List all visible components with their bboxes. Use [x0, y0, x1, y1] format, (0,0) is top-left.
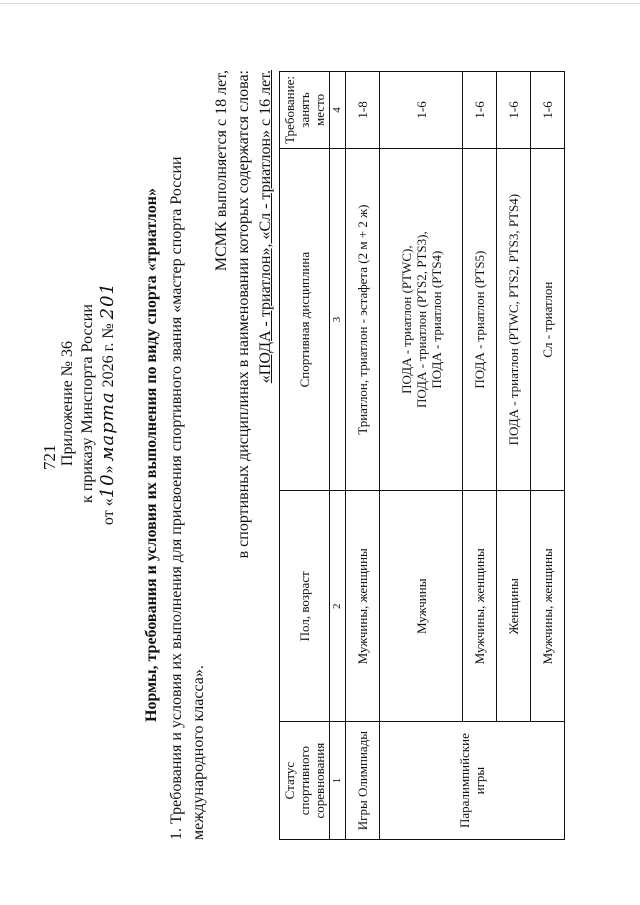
discipline-cell: ПОДА - триатлон (PTS5) [463, 148, 497, 490]
status-cell: Паралимпийские игры [380, 722, 565, 840]
place-cell: 1-6 [531, 72, 565, 149]
sex-age-cell: Мужчины [380, 491, 463, 722]
order-number: 201 [97, 282, 118, 320]
appendix-number: Приложение № 36 [59, 340, 76, 467]
column-number: 1 [330, 722, 346, 840]
appendix-header [58, 282, 119, 525]
place-cell: 1-6 [463, 72, 497, 149]
header-status: Статус спортивного соревнования [280, 722, 330, 840]
column-number: 3 [330, 148, 346, 490]
discipline-cell: Триатлон, триатлон - эстафета (2 м + 2 ж) [346, 148, 380, 490]
discipline-cell: Сл - триатлон [531, 148, 565, 490]
column-number-row [330, 72, 346, 840]
page-number: 721 [40, 444, 59, 470]
requirements-table [279, 71, 565, 840]
disciplines-list: «ПОДА - триатлон», «Сл - триатлон» с 16 лет. [257, 70, 274, 384]
discipline-cell: ПОДА - триатлон (PTWC), ПОДА - триатлон (PTS2, PTS3), ПОДА - триатлон (PTS4) [380, 148, 463, 490]
column-number: 2 [330, 491, 346, 722]
disciplines-note: в спортивных дисциплинах в наименовании которых содержатся слова: [235, 70, 252, 559]
header-sex-age: Пол, возраст [280, 491, 330, 722]
column-number: 4 [330, 72, 346, 149]
place-cell: 1-6 [497, 72, 531, 149]
sex-age-cell: Мужчины, женщины [531, 491, 565, 722]
document-title: Нормы, требования и условия их выполнения по виду спорта «триатлон» [143, 188, 160, 722]
date-month: марта [97, 391, 118, 462]
order-date-line [98, 282, 119, 525]
date-mid: » [100, 465, 117, 474]
header-discipline: Спортивная дисциплина [280, 148, 330, 490]
place-cell: 1-8 [346, 72, 380, 149]
msmk-age-text: МСМК выполняется с 18 лет, [213, 70, 230, 272]
table-header-row [280, 72, 330, 840]
section-1-text: 1. Требования и условия их выполнения для присвоения спортивного звания «мастер спорта России международного класса». [168, 156, 207, 840]
date-year: 2026 г. № [100, 323, 117, 388]
table-row [346, 72, 380, 840]
sex-age-cell: Мужчины, женщины [463, 491, 497, 722]
header-place: Требование: занять место [280, 72, 330, 149]
date-prefix: от « [100, 498, 117, 526]
discipline-cell: ПОДА - триатлон (PTWC, PTS2, PTS3, PTS4) [497, 148, 531, 490]
table-row [380, 72, 463, 840]
sex-age-cell: Мужчины, женщины [346, 491, 380, 722]
date-day: 10 [97, 473, 118, 499]
sex-age-cell: Женщины [497, 491, 531, 722]
status-cell: Игры Олимпиады [346, 722, 380, 840]
order-reference: к приказу Минспорта России [79, 304, 96, 503]
place-cell: 1-6 [380, 72, 463, 149]
